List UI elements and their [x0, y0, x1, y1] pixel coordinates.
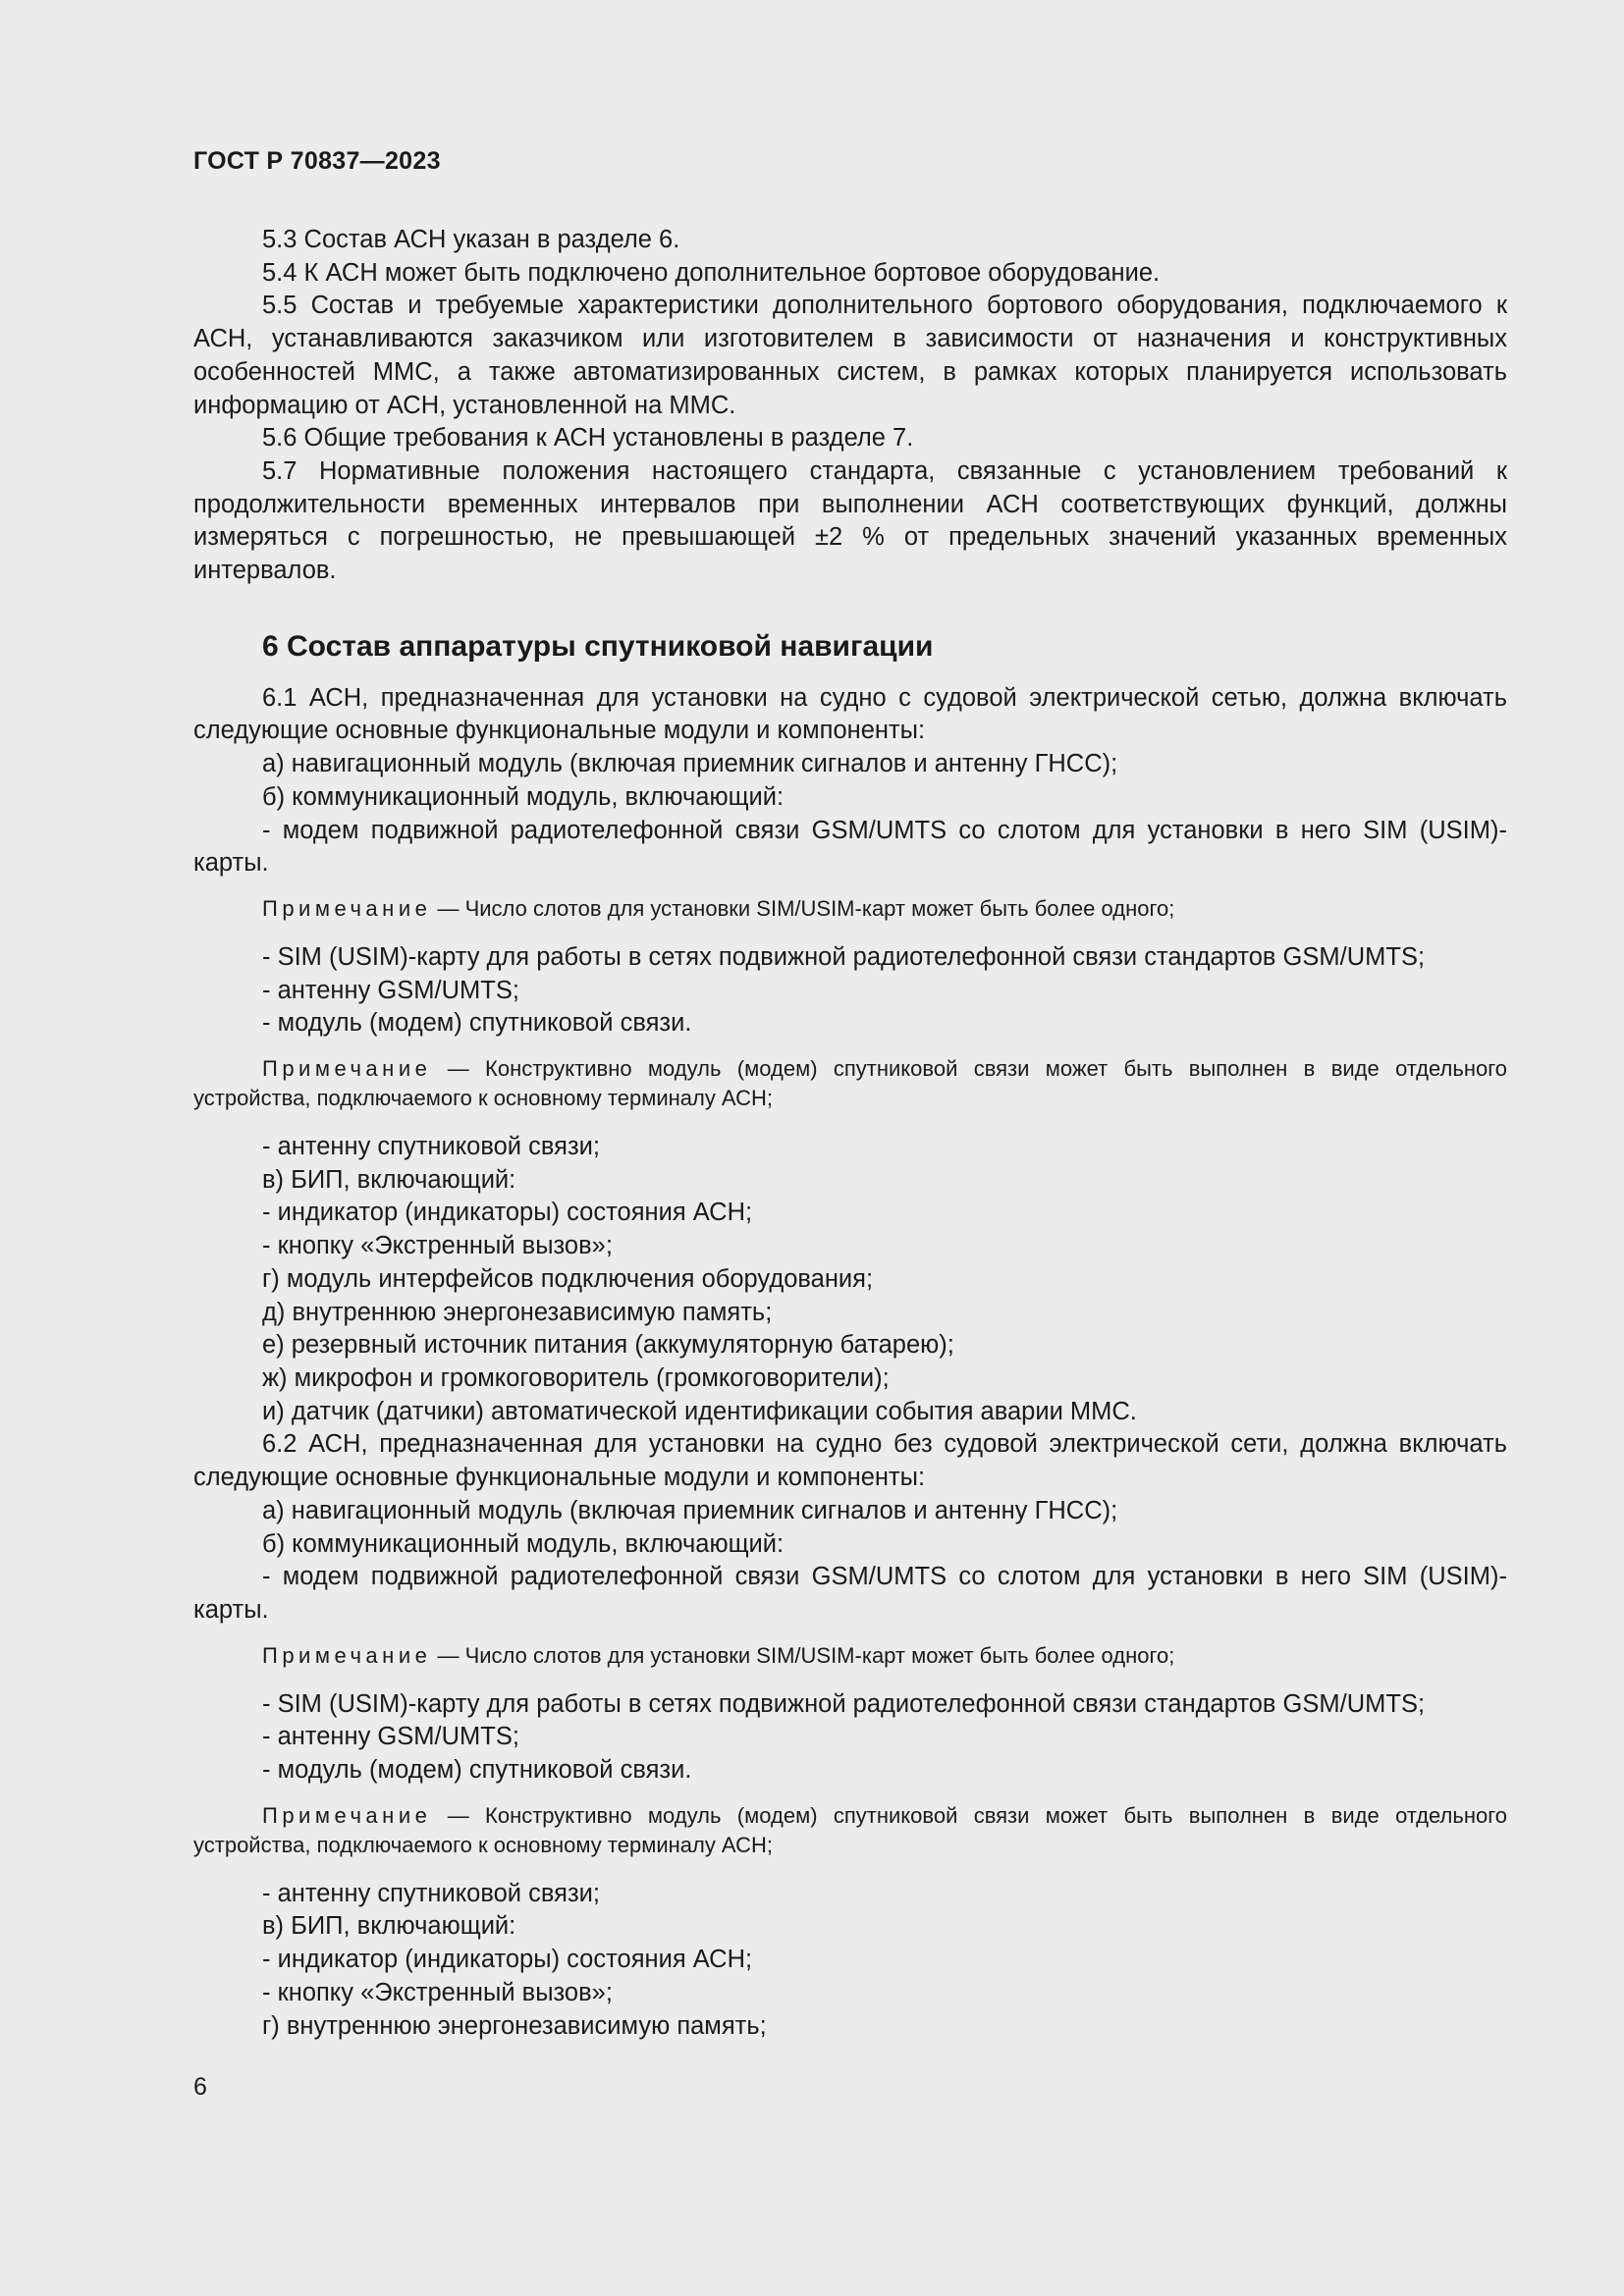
note-text: — Число слотов для установки SIM/USIM-карт может быть более одного;: [437, 1642, 1175, 1668]
list-item: - кнопку «Экстренный вызов»;: [262, 1232, 613, 1260]
list-item: - антенну спутниковой связи;: [262, 1133, 600, 1161]
list-item: - модем подвижной радиотелефонной связи GSM/UMTS со слотом для установки в него SIM (USIM)-карты.: [193, 816, 1507, 878]
note-label: Примечание: [262, 1056, 432, 1082]
note-text: — Конструктивно модуль (модем) спутниковой связи может быть выполнен в виде отдельного устройства, подключаемого к основному терминалу АСН;: [193, 1056, 1507, 1111]
list-item: е) резервный источник питания (аккумуляторную батарею);: [262, 1331, 954, 1360]
note: [193, 1054, 1507, 1113]
list-item: - модуль (модем) спутниковой связи.: [262, 1009, 692, 1038]
paragraph-6-2-intro: 6.2 АСН, предназначенная для установки на судно без судовой электрической сети, должна включать следующие основные функциональные модули и компоненты:: [193, 1430, 1507, 1492]
document-body: [193, 224, 1507, 2043]
list-item: - модуль (модем) спутниковой связи.: [262, 1756, 692, 1785]
list-item: в) БИП, включающий:: [262, 1165, 516, 1194]
note-text: — Конструктивно модуль (модем) спутниковой связи может быть выполнен в виде отдельного устройства, подключаемого к основному терминалу АСН;: [193, 1802, 1507, 1857]
list-item: д) внутреннюю энергонезависимую память;: [262, 1298, 773, 1326]
note-label: Примечание: [262, 895, 432, 921]
note-label: Примечание: [262, 1802, 432, 1828]
list-item: - SIM (USIM)-карту для работы в сетях подвижной радиотелефонной связи стандартов GSM/UMTS;: [262, 1689, 1426, 1718]
list-item: а) навигационный модуль (включая приемник сигналов и антенну ГНСС);: [262, 1496, 1118, 1524]
note: [193, 1801, 1507, 1860]
paragraph-6-1-intro: 6.1 АСН, предназначенная для установки на судно с судовой электрической сетью, должна включать следующие основные функциональные модули и компоненты:: [193, 683, 1507, 745]
note-text: — Число слотов для установки SIM/USIM-карт может быть более одного;: [437, 895, 1175, 921]
list-item: - индикатор (индикаторы) состояния АСН;: [262, 1946, 753, 1974]
list-item: - антенну GSM/UMTS;: [262, 1723, 519, 1751]
list-item: б) коммуникационный модуль, включающий:: [262, 782, 785, 811]
list-item: - SIM (USIM)-карту для работы в сетях подвижной радиотелефонной связи стандартов GSM/UMTS;: [262, 942, 1426, 971]
note-label: Примечание: [262, 1642, 432, 1668]
section-6-heading: 6 Состав аппаратуры спутниковой навигации: [262, 629, 934, 663]
note: [193, 1641, 1507, 1671]
list-item: в) БИП, включающий:: [262, 1912, 516, 1941]
list-item: ж) микрофон и громкоговоритель (громкоговорители);: [262, 1363, 890, 1392]
paragraph-5-3: 5.3 Состав АСН указан в разделе 6.: [262, 226, 680, 253]
list-item: г) модуль интерфейсов подключения оборудования;: [262, 1264, 874, 1293]
page-number: 6: [193, 2073, 207, 2101]
list-item: - антенну спутниковой связи;: [262, 1879, 600, 1907]
list-item: - антенну GSM/UMTS;: [262, 976, 519, 1004]
paragraph-5-4: 5.4 К АСН может быть подключено дополнительное бортовое оборудование.: [262, 258, 1161, 287]
paragraph-5-6: 5.6 Общие требования к АСН установлены в разделе 7.: [262, 424, 914, 453]
list-item: а) навигационный модуль (включая приемник сигналов и антенну ГНСС);: [262, 750, 1118, 778]
list-item: б) коммуникационный модуль, включающий:: [262, 1529, 785, 1558]
paragraph-5-5: 5.5 Состав и требуемые характеристики дополнительного бортового оборудования, подключаемого к АСН, устанавливаются заказчиком или изготовителем в зависимости от назначения и конструктивных особенностей ММС, а также автоматизированных систем, в рамках которых планируется использовать информацию от АСН, установленной на ММС.: [193, 292, 1507, 419]
paragraph-5-7: 5.7 Нормативные положения настоящего стандарта, связанные с установлением требований к продолжительности временных интервалов при выполнении АСН соответствующих функций, должны измеряться с погрешностью, не превышающей ±2 % от предельных значений указанных временных интервалов.: [193, 456, 1507, 585]
list-item: - модем подвижной радиотелефонной связи GSM/UMTS со слотом для установки в него SIM (USIM)-карты.: [193, 1563, 1507, 1624]
list-item: - индикатор (индикаторы) состояния АСН;: [262, 1199, 753, 1227]
list-item: г) внутреннюю энергонезависимую память;: [262, 2011, 767, 2040]
list-item: - кнопку «Экстренный вызов»;: [262, 1978, 613, 2006]
note: [193, 894, 1507, 924]
document-header: ГОСТ Р 70837—2023: [193, 147, 441, 175]
list-item: и) датчик (датчики) автоматической идентификации события аварии ММС.: [262, 1397, 1137, 1425]
